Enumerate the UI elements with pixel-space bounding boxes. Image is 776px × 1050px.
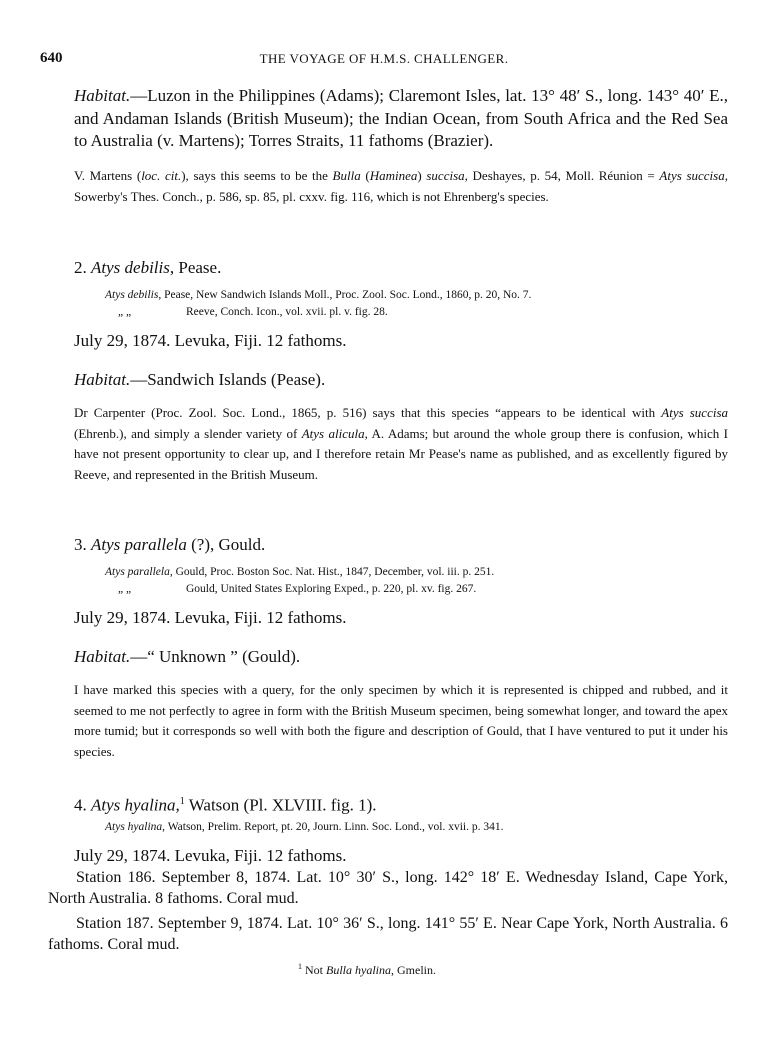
synonym-text: , Watson, Prelim. Report, pt. 20, Journ. Linn. Soc. Lond., vol. xvii. p. 341. [162, 821, 504, 833]
footnote-mark: 1 [298, 962, 302, 971]
species-number: 4. [74, 795, 87, 815]
note-text: Dr Carpenter (Proc. Zool. Soc. Lond., 1865, p. 516) says that this species “appears to be identical with [74, 405, 662, 420]
note-italic: Atys succisa [659, 168, 725, 183]
synonym-line [105, 564, 745, 581]
footnote-mark: 1 [179, 796, 185, 807]
synonym-text: Reeve, Conch. Icon., vol. xvii. pl. v. fig. 28. [186, 306, 388, 318]
note-italic: succisa [426, 168, 465, 183]
synonym-text: Gould, United States Exploring Exped., p. 220, pl. xv. fig. 267. [186, 583, 477, 595]
species-author: Watson (Pl. XLVIII. fig. 1). [184, 795, 377, 815]
habitat-text: —“ Unknown ” (Gould). [130, 647, 301, 666]
synonym-text: , Gould, Proc. Boston Soc. Nat. Hist., 1847, December, vol. iii. p. 251. [169, 566, 495, 578]
ditto-marks: „ „ [118, 306, 132, 318]
note-italic: Atys succisa [661, 405, 729, 420]
collection-record: July 29, 1874. Levuka, Fiji. 12 fathoms. [74, 608, 347, 627]
species-number: 2. [74, 258, 87, 277]
habitat-paragraph-1 [74, 85, 728, 153]
station-record-186: Station 186. September 8, 1874. Lat. 10° 30′ S., long. 142° 18′ E. Wednesday Island, Cape York, North Australia. 8 fathoms. Coral mud. [48, 869, 728, 907]
species-author: , Pease. [169, 258, 222, 277]
note-text: (Ehrenb.), and simply a slender variety of [74, 425, 302, 441]
synonym-line [118, 581, 718, 598]
species-heading-3 [74, 534, 728, 557]
note-italic: Atys alicula [301, 425, 365, 441]
habitat-label: Habitat. [74, 370, 131, 389]
note-text: V. Martens ( [74, 168, 142, 183]
collection-record: July 29, 1874. Levuka, Fiji. 12 fathoms. [74, 331, 347, 350]
footnote-text: , Gmelin. [391, 963, 436, 977]
species-number: 3. [74, 535, 87, 554]
footnote-text: Not [302, 963, 326, 977]
synonym-line [118, 304, 718, 321]
station-record-187: Station 187. September 9, 1874. Lat. 10° 36′ S., long. 141° 55′ E. Near Cape York, North Australia. 6 fathoms. Coral mud. [48, 915, 728, 953]
habitat-paragraph-3 [74, 646, 728, 669]
note-text: ) [417, 168, 427, 183]
habitat-paragraph-2 [74, 369, 728, 392]
note-italic: loc. cit. [141, 168, 182, 183]
synonym-name: Atys parallela [105, 566, 170, 578]
footnote-italic: Bulla hyalina [326, 963, 391, 977]
page-number: 640 [40, 50, 63, 66]
synonym-name: Atys debilis [105, 289, 159, 301]
species-heading-2 [74, 257, 728, 280]
note-text: , Deshayes, p. 54, Moll. Réunion = [464, 168, 660, 183]
synonym-text: , Pease, New Sandwich Islands Moll., Proc. Zool. Soc. Lond., 1860, p. 20, No. 7. [158, 289, 532, 301]
species-name: Atys hyalina, [91, 795, 180, 815]
habitat-label: Habitat. [74, 86, 131, 105]
synonym-line [105, 287, 745, 304]
page-header [40, 50, 728, 70]
species-author: (?), Gould. [186, 535, 266, 554]
note-paragraph-2 [74, 403, 728, 485]
synonym-line [105, 819, 745, 836]
synonym-name: Atys hyalina [105, 821, 163, 833]
habitat-text: —Luzon in the Philippines (Adams); Claremont Isles, lat. 13° 48′ S., long. 143° 40′ E., and Andaman Islands (British Museum); the Indian Ocean, from South Africa and the Red Sea to Australia (v. Martens); Torres Straits, 11 fathoms (Brazier). [74, 86, 728, 150]
note-italic: Haminea [369, 168, 418, 183]
note-paragraph-3: I have marked this species with a query, for the only specimen by which it is represented is chipped and rubbed, and it seemed to me not perfectly to agree in form with the British Museum specimen, being somewhat longer, and toward the apex more tumid; but it corresponds so well with both the figure and description of Gould, that I have ventured to put it under his species. [74, 682, 728, 759]
species-heading-4 [74, 791, 728, 817]
species-name: Atys parallela [91, 535, 187, 554]
habitat-label: Habitat. [74, 647, 131, 666]
species-name: Atys debilis [91, 258, 170, 277]
note-text: ), says this seems to be the [181, 168, 333, 183]
habitat-text: —Sandwich Islands (Pease). [130, 370, 326, 389]
ditto-marks: „ „ [118, 583, 132, 595]
note-italic: Bulla [332, 168, 361, 183]
collection-record: July 29, 1874. Levuka, Fiji. 12 fathoms. [74, 846, 347, 865]
note-paragraph-1 [74, 166, 728, 207]
footnote [298, 962, 436, 978]
running-title: THE VOYAGE OF H.M.S. CHALLENGER. [259, 51, 509, 66]
note-text: , Sowerby's Thes. Conch., p. 586, sp. 85, pl. cxxv. fig. 116, which is not Ehrenberg's species. [74, 168, 728, 204]
note-text: , A. Adams; but around the whole group there is confusion, which I have not present opportunity to clear up, and I therefore retain Mr Pease's name as published, and as excellently figured by Reeve, and represented in the British Museum. [74, 425, 728, 482]
note-text: ( [360, 168, 370, 183]
